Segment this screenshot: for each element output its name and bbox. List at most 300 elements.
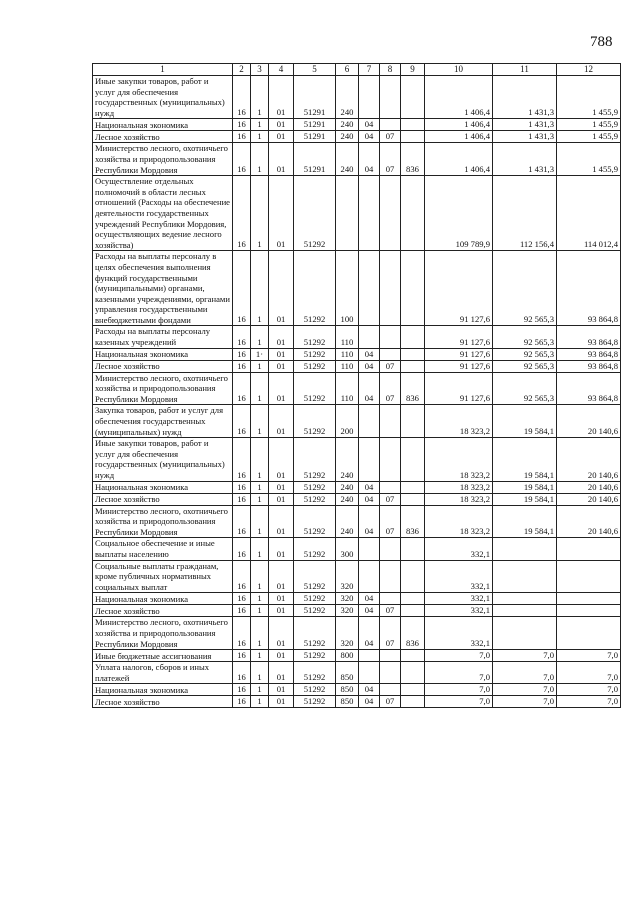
row-label: Лесное хозяйство [93,696,233,708]
amount-col-10: 7,0 [425,684,493,696]
row-label: Иные закупки товаров, работ и услуг для обеспечения государственных (муниципальных) нужд [93,438,233,481]
code-col-9 [401,405,425,438]
row-label: Национальная экономика [93,348,233,360]
table-row [93,176,621,251]
code-col-8 [380,650,401,662]
code-col-5: 51292 [294,662,336,684]
code-col-2: 16 [233,360,251,372]
code-col-5: 51292 [294,538,336,560]
code-col-6: 240 [336,131,359,143]
code-col-3: 1 [251,560,269,593]
code-col-9 [401,560,425,593]
table-row [93,684,621,696]
budget-table [92,63,621,708]
row-label: Национальная экономика [93,119,233,131]
table-row [93,605,621,617]
code-col-5: 51292 [294,650,336,662]
code-col-7: 04 [359,119,380,131]
code-col-6: 110 [336,372,359,405]
column-header-9: 9 [401,64,425,76]
row-label: Министерство лесного, охотничьего хозяйства и природопользования Республики Мордовия [93,505,233,538]
code-col-4: 01 [269,405,294,438]
amount-col-10: 7,0 [425,696,493,708]
amount-col-11: 1 431,3 [493,119,557,131]
code-col-6: 320 [336,605,359,617]
amount-col-10: 1 406,4 [425,119,493,131]
code-col-3: 1 [251,684,269,696]
code-col-9: 836 [401,505,425,538]
code-col-7: 04 [359,684,380,696]
table-row [93,696,621,708]
code-col-6 [336,176,359,251]
code-col-6: 320 [336,617,359,650]
amount-col-12: 20 140,6 [557,481,621,493]
code-col-7 [359,538,380,560]
amount-col-11 [493,617,557,650]
amount-col-12: 20 140,6 [557,493,621,505]
code-col-5: 51292 [294,493,336,505]
code-col-2: 16 [233,560,251,593]
code-col-8 [380,76,401,119]
code-col-9 [401,131,425,143]
code-col-9 [401,76,425,119]
amount-col-11 [493,538,557,560]
code-col-8 [380,481,401,493]
code-col-9 [401,696,425,708]
code-col-8 [380,348,401,360]
table-row [93,326,621,348]
code-col-3: 1 [251,505,269,538]
amount-col-11: 19 584,1 [493,481,557,493]
row-label: Социальное обеспечение и иные выплаты населению [93,538,233,560]
code-col-4: 01 [269,481,294,493]
amount-col-11: 112 156,4 [493,176,557,251]
amount-col-10: 18 323,2 [425,481,493,493]
code-col-9 [401,684,425,696]
code-col-6: 240 [336,505,359,538]
amount-col-11: 7,0 [493,696,557,708]
column-header-12: 12 [557,64,621,76]
code-col-8: 07 [380,617,401,650]
amount-col-12: 1 455,9 [557,76,621,119]
amount-col-12: 1 455,9 [557,143,621,176]
column-header-4: 4 [269,64,294,76]
code-col-3: 1 [251,360,269,372]
code-col-5: 51291 [294,131,336,143]
code-col-5: 51292 [294,176,336,251]
code-col-9 [401,119,425,131]
code-col-2: 16 [233,326,251,348]
table-row [93,438,621,481]
amount-col-10: 1 406,4 [425,143,493,176]
code-col-5: 51292 [294,684,336,696]
row-label: Министерство лесного, охотничьего хозяйства и природопользования Республики Мордовия [93,143,233,176]
code-col-8: 07 [380,696,401,708]
code-col-5: 51292 [294,696,336,708]
amount-col-11: 1 431,3 [493,143,557,176]
amount-col-12: 93 864,8 [557,348,621,360]
column-header-6: 6 [336,64,359,76]
code-col-3: 1 [251,605,269,617]
code-col-6: 200 [336,405,359,438]
table-row [93,560,621,593]
code-col-7 [359,662,380,684]
code-col-8: 07 [380,493,401,505]
amount-col-10: 18 323,2 [425,505,493,538]
code-col-6: 240 [336,119,359,131]
code-col-3: 1 [251,131,269,143]
code-col-3: 1 [251,251,269,326]
code-col-3: 1 [251,696,269,708]
code-col-4: 01 [269,326,294,348]
amount-col-12: 1 455,9 [557,119,621,131]
code-col-2: 16 [233,405,251,438]
code-col-4: 01 [269,662,294,684]
code-col-9 [401,360,425,372]
table-row [93,76,621,119]
amount-col-12: 7,0 [557,696,621,708]
code-col-3: 1· [251,348,269,360]
page-number: 788 [590,34,613,50]
amount-col-12 [557,617,621,650]
code-col-3: 1 [251,662,269,684]
code-col-8: 07 [380,372,401,405]
code-col-3: 1 [251,143,269,176]
code-col-2: 16 [233,696,251,708]
code-col-4: 01 [269,348,294,360]
code-col-4: 01 [269,650,294,662]
amount-col-10: 91 127,6 [425,372,493,405]
code-col-3: 1 [251,650,269,662]
code-col-4: 01 [269,696,294,708]
code-col-6: 240 [336,438,359,481]
amount-col-12 [557,593,621,605]
amount-col-10: 332,1 [425,538,493,560]
code-col-8: 07 [380,131,401,143]
amount-col-12: 7,0 [557,684,621,696]
amount-col-12: 93 864,8 [557,251,621,326]
code-col-8 [380,593,401,605]
amount-col-11: 7,0 [493,650,557,662]
code-col-8: 07 [380,143,401,176]
code-col-4: 01 [269,560,294,593]
code-col-3: 1 [251,119,269,131]
code-col-2: 16 [233,650,251,662]
table-row [93,505,621,538]
code-col-5: 51292 [294,605,336,617]
code-col-9 [401,605,425,617]
row-label: Лесное хозяйство [93,493,233,505]
code-col-2: 16 [233,143,251,176]
row-label: Расходы на выплаты персоналу в целях обеспечения выполнения функций государственными (муниципальными) органами, казенными учреждениями, органами управления государственными внебюджетными фондами [93,251,233,326]
code-col-8 [380,662,401,684]
code-col-2: 16 [233,438,251,481]
amount-col-10: 332,1 [425,617,493,650]
table-row [93,538,621,560]
code-col-6: 300 [336,538,359,560]
table-row [93,617,621,650]
code-col-2: 16 [233,176,251,251]
row-label: Лесное хозяйство [93,605,233,617]
row-label: Осуществление отдельных полномочий в области лесных отношений (Расходы на обеспечение деятельности государственных учреждений Республики Мордовия, осуществляющих ведение лесного хозяйства) [93,176,233,251]
code-col-8 [380,684,401,696]
code-col-2: 16 [233,505,251,538]
row-label: Министерство лесного, охотничьего хозяйства и природопользования Республики Мордовия [93,617,233,650]
code-col-4: 01 [269,538,294,560]
code-col-4: 01 [269,131,294,143]
table-row [93,143,621,176]
code-col-6: 850 [336,684,359,696]
amount-col-10: 18 323,2 [425,438,493,481]
code-col-9 [401,176,425,251]
code-col-8 [380,251,401,326]
code-col-3: 1 [251,538,269,560]
code-col-6: 240 [336,493,359,505]
row-label: Иные закупки товаров, работ и услуг для обеспечения государственных (муниципальных) нужд [93,76,233,119]
code-col-5: 51292 [294,593,336,605]
row-label: Лесное хозяйство [93,131,233,143]
row-label: Закупка товаров, работ и услуг для обеспечения государственных (муниципальных) нужд [93,405,233,438]
amount-col-12 [557,605,621,617]
code-col-9 [401,438,425,481]
code-col-5: 51292 [294,405,336,438]
code-col-4: 01 [269,360,294,372]
code-col-3: 1 [251,617,269,650]
amount-col-11: 92 565,3 [493,348,557,360]
column-header-3: 3 [251,64,269,76]
code-col-5: 51292 [294,560,336,593]
amount-col-10: 18 323,2 [425,493,493,505]
code-col-7: 04 [359,605,380,617]
table-row [93,119,621,131]
code-col-4: 01 [269,605,294,617]
code-col-7: 04 [359,696,380,708]
code-col-7 [359,650,380,662]
amount-col-11: 7,0 [493,662,557,684]
code-col-7: 04 [359,493,380,505]
table-row [93,493,621,505]
code-col-7 [359,405,380,438]
code-col-4: 01 [269,251,294,326]
column-header-8: 8 [380,64,401,76]
code-col-2: 16 [233,684,251,696]
code-col-5: 51292 [294,251,336,326]
code-col-5: 51292 [294,505,336,538]
code-col-7: 04 [359,143,380,176]
code-col-8: 07 [380,360,401,372]
code-col-4: 01 [269,176,294,251]
amount-col-12 [557,560,621,593]
code-col-7: 04 [359,372,380,405]
amount-col-10: 332,1 [425,605,493,617]
amount-col-11: 92 565,3 [493,326,557,348]
column-header-10: 10 [425,64,493,76]
code-col-4: 01 [269,438,294,481]
code-col-7 [359,560,380,593]
row-label: Социальные выплаты гражданам, кроме публичных нормативных социальных выплат [93,560,233,593]
column-header-7: 7 [359,64,380,76]
code-col-2: 16 [233,605,251,617]
code-col-6: 240 [336,76,359,119]
code-col-2: 16 [233,119,251,131]
amount-col-11 [493,560,557,593]
amount-col-12: 7,0 [557,650,621,662]
amount-col-10: 91 127,6 [425,348,493,360]
code-col-7 [359,326,380,348]
code-col-4: 01 [269,372,294,405]
code-col-6: 100 [336,251,359,326]
code-col-3: 1 [251,405,269,438]
table-row [93,131,621,143]
code-col-9: 836 [401,143,425,176]
amount-col-12: 1 455,9 [557,131,621,143]
row-label: Лесное хозяйство [93,360,233,372]
code-col-9 [401,493,425,505]
code-col-9 [401,538,425,560]
code-col-5: 51291 [294,119,336,131]
code-col-4: 01 [269,76,294,119]
code-col-4: 01 [269,617,294,650]
code-col-8 [380,326,401,348]
table-row [93,593,621,605]
amount-col-10: 7,0 [425,650,493,662]
code-col-6: 850 [336,696,359,708]
code-col-6: 110 [336,348,359,360]
amount-col-10: 1 406,4 [425,131,493,143]
code-col-2: 16 [233,348,251,360]
table-row [93,251,621,326]
amount-col-12: 20 140,6 [557,438,621,481]
table-row [93,348,621,360]
code-col-4: 01 [269,593,294,605]
code-col-9 [401,593,425,605]
code-col-3: 1 [251,372,269,405]
amount-col-10: 91 127,6 [425,251,493,326]
code-col-2: 16 [233,251,251,326]
code-col-8 [380,538,401,560]
amount-col-10: 332,1 [425,593,493,605]
code-col-6: 240 [336,143,359,176]
code-col-6: 800 [336,650,359,662]
amount-col-12: 20 140,6 [557,405,621,438]
amount-col-11 [493,593,557,605]
amount-col-11: 19 584,1 [493,438,557,481]
code-col-6: 320 [336,593,359,605]
row-label: Расходы на выплаты персоналу казенных учреждений [93,326,233,348]
header-row [93,64,621,76]
code-col-9: 836 [401,372,425,405]
code-col-2: 16 [233,662,251,684]
code-col-2: 16 [233,131,251,143]
code-col-4: 01 [269,684,294,696]
code-col-3: 1 [251,593,269,605]
amount-col-10: 91 127,6 [425,360,493,372]
code-col-5: 51292 [294,372,336,405]
code-col-3: 1 [251,326,269,348]
column-header-5: 5 [294,64,336,76]
code-col-5: 51292 [294,326,336,348]
code-col-5: 51292 [294,348,336,360]
row-label: Национальная экономика [93,481,233,493]
column-header-2: 2 [233,64,251,76]
code-col-8 [380,119,401,131]
amount-col-12: 7,0 [557,662,621,684]
amount-col-11: 1 431,3 [493,131,557,143]
code-col-9 [401,650,425,662]
amount-col-10: 7,0 [425,662,493,684]
code-col-9 [401,662,425,684]
code-col-9 [401,251,425,326]
code-col-7: 04 [359,131,380,143]
code-col-3: 1 [251,76,269,119]
code-col-9: 836 [401,617,425,650]
amount-col-12: 114 012,4 [557,176,621,251]
table-row [93,481,621,493]
code-col-3: 1 [251,481,269,493]
amount-col-11: 92 565,3 [493,372,557,405]
code-col-2: 16 [233,372,251,405]
row-label: Национальная экономика [93,593,233,605]
code-col-8: 07 [380,505,401,538]
amount-col-10: 91 127,6 [425,326,493,348]
code-col-5: 51292 [294,617,336,650]
code-col-2: 16 [233,76,251,119]
amount-col-10: 109 789,9 [425,176,493,251]
code-col-7 [359,176,380,251]
code-col-3: 1 [251,176,269,251]
code-col-3: 1 [251,493,269,505]
code-col-4: 01 [269,493,294,505]
amount-col-11 [493,605,557,617]
code-col-7: 04 [359,360,380,372]
code-col-8 [380,438,401,481]
amount-col-11: 19 584,1 [493,493,557,505]
amount-col-12: 93 864,8 [557,326,621,348]
code-col-5: 51291 [294,76,336,119]
code-col-8 [380,560,401,593]
code-col-6: 110 [336,360,359,372]
code-col-9 [401,481,425,493]
code-col-4: 01 [269,143,294,176]
amount-col-11: 1 431,3 [493,76,557,119]
code-col-7 [359,76,380,119]
code-col-5: 51292 [294,360,336,372]
code-col-3: 1 [251,438,269,481]
row-label: Уплата налогов, сборов и иных платежей [93,662,233,684]
code-col-9 [401,348,425,360]
code-col-7: 04 [359,481,380,493]
amount-col-11: 19 584,1 [493,405,557,438]
code-col-5: 51292 [294,481,336,493]
table-row [93,372,621,405]
row-label: Иные бюджетные ассигнования [93,650,233,662]
code-col-7 [359,251,380,326]
code-col-5: 51292 [294,438,336,481]
table-row [93,662,621,684]
code-col-6: 110 [336,326,359,348]
code-col-5: 51291 [294,143,336,176]
code-col-7: 04 [359,617,380,650]
amount-col-11: 19 584,1 [493,505,557,538]
code-col-7: 04 [359,505,380,538]
code-col-6: 240 [336,481,359,493]
code-col-2: 16 [233,617,251,650]
table-row [93,360,621,372]
table-row [93,405,621,438]
code-col-4: 01 [269,505,294,538]
code-col-2: 16 [233,538,251,560]
code-col-2: 16 [233,493,251,505]
